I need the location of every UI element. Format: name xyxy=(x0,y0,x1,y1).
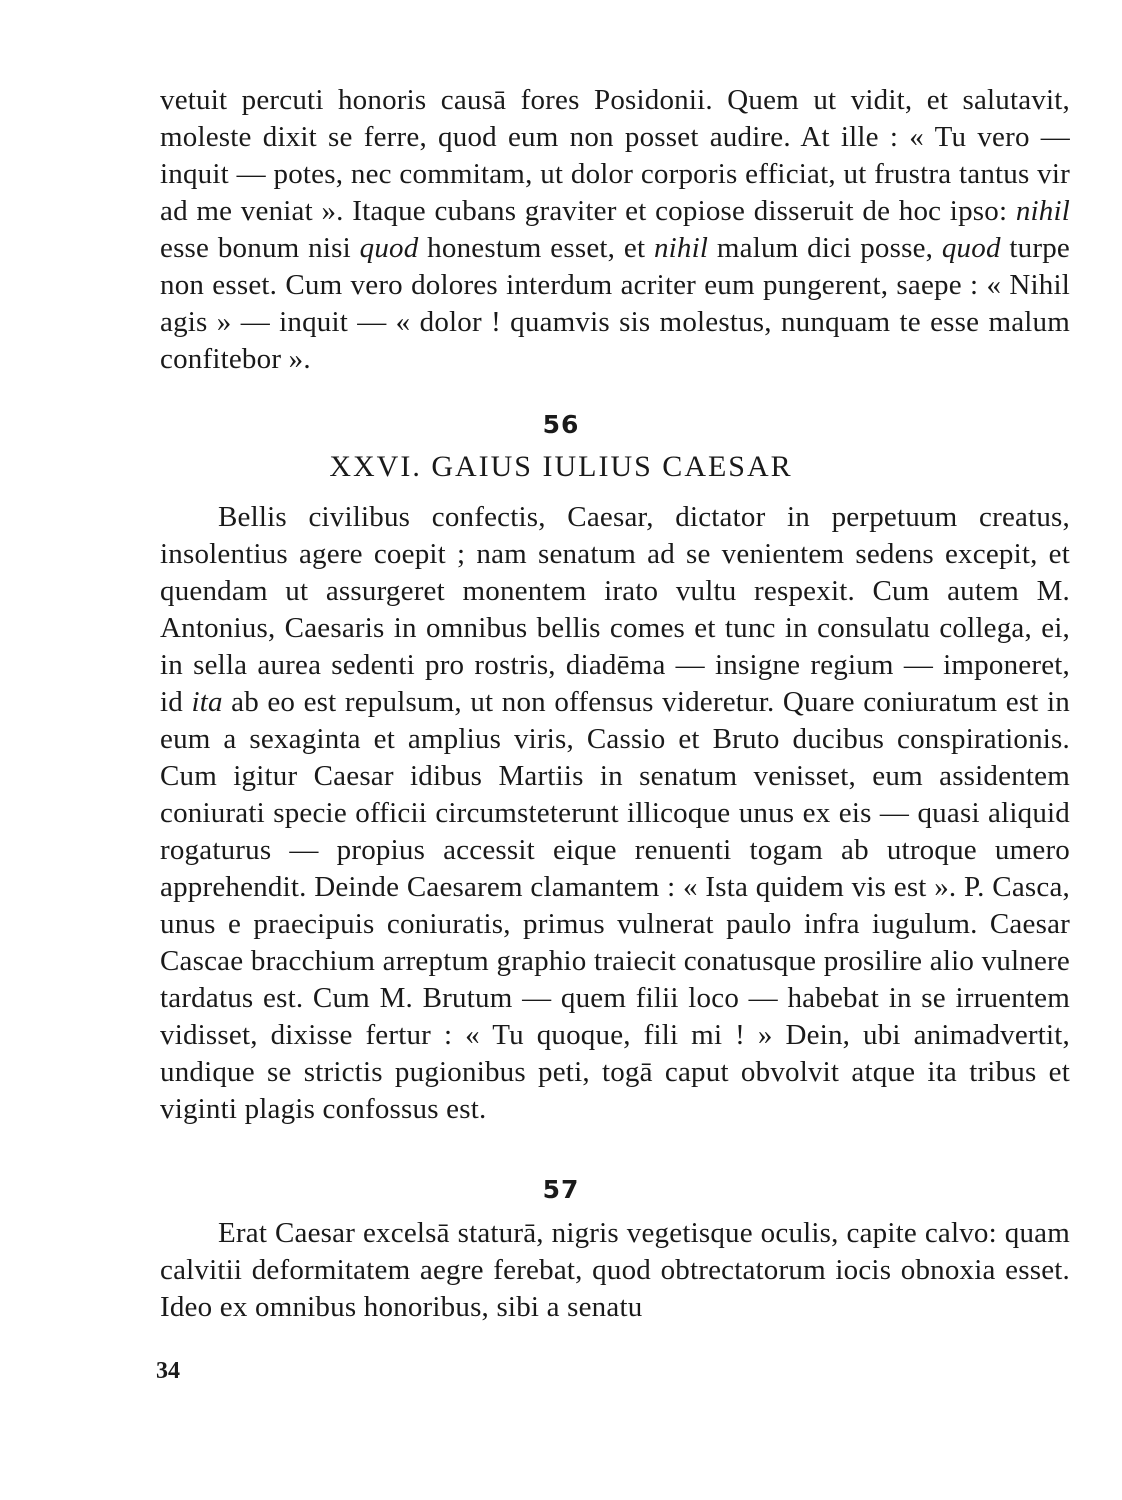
text-run: vetuit percuti honoris causā fores Posidonii. Quem ut vidit, et salutavit, moleste dixit se ferre, quod eum non posset audire. At ille : « Tu vero — inquit — potes, nec commitam, ut dolor corporis efficiat, ut frustra tantus vir ad me veniat ». Itaque cubans graviter et copiose disseruit de hoc ipso: xyxy=(160,84,1070,227)
italic-word: nihil xyxy=(653,232,709,264)
section-number-57: 57 xyxy=(542,1175,580,1204)
chapter-title: XXVI. GAIUS IULIUS CAESAR xyxy=(329,450,793,483)
italic-word: quod xyxy=(359,232,419,264)
page-number: 34 xyxy=(156,1358,180,1384)
paragraph-text: Erat Caesar excelsā staturā, nigris vegetisque oculis, capite calvo: quam calvitii deformitatem aegre ferebat, quod obtrectatorum iocis obnoxia esset. Ideo ex omnibus honoribus, sibi a senatu xyxy=(160,1217,1070,1323)
section-number-56: 56 xyxy=(542,410,580,439)
text-run: honestum esset, et xyxy=(418,232,654,264)
paragraph-56 xyxy=(160,499,1070,1128)
paragraph-text xyxy=(160,82,1070,378)
text-run: malum dici posse, xyxy=(708,232,942,264)
paragraph-text xyxy=(160,499,1070,1128)
text-run: esse bonum nisi xyxy=(160,232,360,264)
italic-word: quod xyxy=(941,232,1001,264)
text-run: ab eo est repulsum, ut non offensus videretur. Quare coniuratum est in eum a sexaginta et amplius viris, Cassio et Bruto ducibus conspirationis. Cum igitur Caesar idibus Martiis in senatum venisset, eum assidentem coniurati specie officii circumsteterunt illicoque unus ex eis — quasi aliquid rogaturus — propius accessit eique renuenti togam ab utroque umero apprehendit. Deinde Caesarem clamantem : « Ista quidem vis est ». P. Casca, unus e praecipuis coniuratis, primus vulnerat paulo infra iugulum. Caesar Cascae bracchium arreptum graphio traiecit conatusque prosilire alio vulnere tardatus est. Cum M. Brutum — quem filii loco — habebat in se irruentem vidisset, dixisse fertur : « Tu quoque, fili mi ! » Dein, ubi animadvertit, undique se strictis pugionibus peti, togā caput obvolvit atque ita tribus et viginti plagis confossus est. xyxy=(160,686,1070,1125)
paragraph-55-continuation xyxy=(160,82,1070,378)
paragraph-57 xyxy=(160,1215,1070,1326)
text-run: turpe non esset. Cum vero dolores interdum acriter eum pungerent, saepe : « Nihil agis » — inquit — « dolor ! quamvis sis molestus, nunquam te esse malum confitebor ». xyxy=(160,232,1070,375)
italic-word: ita xyxy=(191,686,223,718)
italic-word: nihil xyxy=(1015,195,1070,227)
text-run: Bellis civilibus confectis, Caesar, dictator in perpetuum creatus, insolentius agere coepit ; nam senatum ad se venientem sedens excepit, et quendam ut assurgeret monentem irato vultu respexit. Cum autem M. Antonius, Caesaris in omnibus bellis comes et tunc in consulatu collega, ei, in sella aurea sedenti pro rostris, diadēma — insigne regium — imponeret, id xyxy=(160,501,1070,718)
